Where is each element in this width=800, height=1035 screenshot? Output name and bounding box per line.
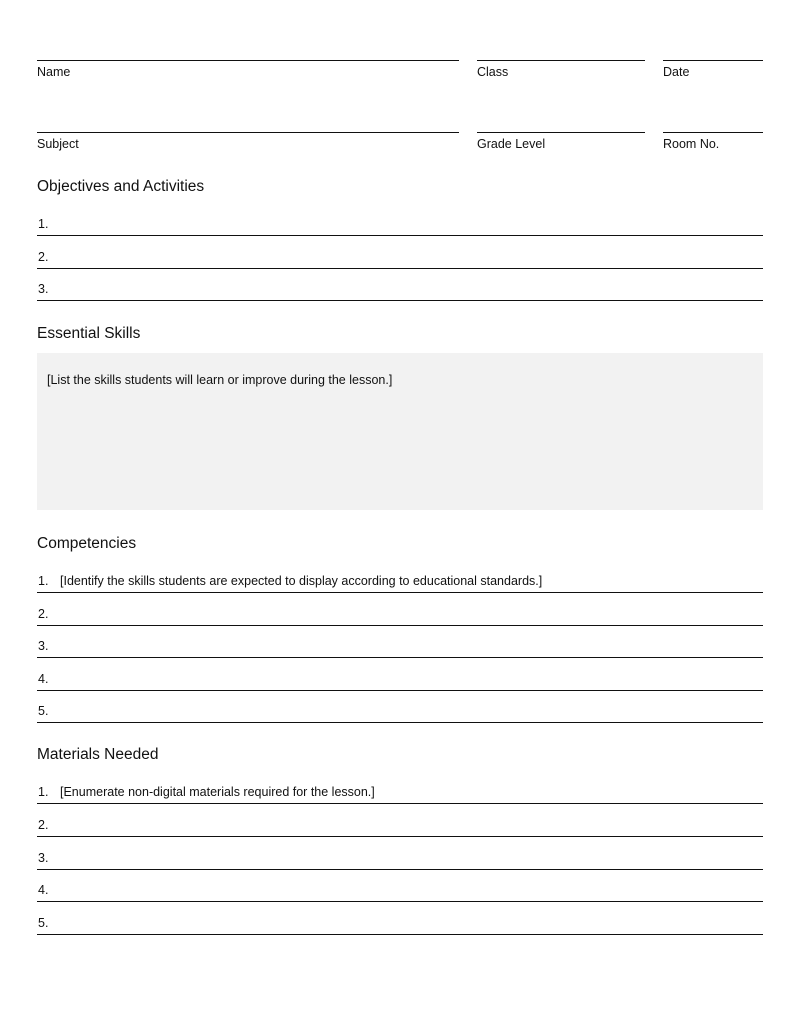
line-number: 5.: [38, 916, 49, 930]
essential-skills-box[interactable]: [37, 353, 763, 510]
line-number: 5.: [38, 704, 49, 718]
line-number: 1.: [38, 785, 49, 799]
competency-line[interactable]: [37, 570, 763, 593]
room-no-label: Room No.: [663, 137, 720, 151]
name-label: Name: [37, 65, 71, 79]
material-line[interactable]: [37, 879, 763, 902]
objectives-title: Objectives and Activities: [37, 178, 205, 195]
grade-level-field[interactable]: [477, 132, 645, 133]
competency-line[interactable]: [37, 603, 763, 626]
competency-text: [Identify the skills students are expected to display according to educational standards.]: [60, 574, 543, 588]
name-field[interactable]: [37, 60, 459, 61]
line-number: 4.: [38, 883, 49, 897]
competency-line[interactable]: [37, 635, 763, 658]
objective-line[interactable]: [37, 246, 763, 269]
objective-line[interactable]: [37, 213, 763, 236]
date-field[interactable]: [663, 60, 763, 61]
material-line[interactable]: [37, 847, 763, 870]
line-number: 1.: [38, 574, 49, 588]
competency-line[interactable]: [37, 668, 763, 691]
essential-skills-placeholder: [List the skills students will learn or improve during the lesson.]: [47, 373, 393, 387]
competencies-title: Competencies: [37, 535, 137, 552]
grade-level-label: Grade Level: [477, 137, 546, 151]
class-label: Class: [477, 65, 509, 79]
line-number: 2.: [38, 607, 49, 621]
line-number: 2.: [38, 818, 49, 832]
material-text: [Enumerate non-digital materials required for the lesson.]: [60, 785, 375, 799]
subject-field[interactable]: [37, 132, 459, 133]
line-number: 3.: [38, 851, 49, 865]
material-line[interactable]: [37, 781, 763, 804]
material-line[interactable]: [37, 912, 763, 935]
essential-skills-title: Essential Skills: [37, 325, 141, 342]
line-number: 2.: [38, 250, 49, 264]
competency-line[interactable]: [37, 700, 763, 723]
line-number: 3.: [38, 639, 49, 653]
material-line[interactable]: [37, 814, 763, 837]
line-number: 3.: [38, 282, 49, 296]
room-no-field[interactable]: [663, 132, 763, 133]
date-label: Date: [663, 65, 690, 79]
objective-line[interactable]: [37, 278, 763, 301]
line-number: 1.: [38, 217, 49, 231]
line-number: 4.: [38, 672, 49, 686]
materials-title: Materials Needed: [37, 746, 159, 763]
class-field[interactable]: [477, 60, 645, 61]
subject-label: Subject: [37, 137, 79, 151]
